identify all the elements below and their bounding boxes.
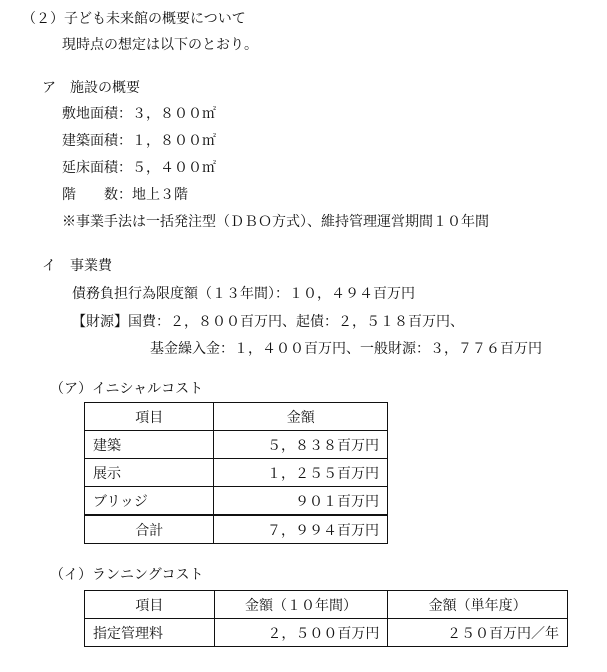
cost-heading: イ 事業費 bbox=[42, 258, 112, 274]
row-item: ブリッジ bbox=[85, 487, 214, 516]
initial-cost-heading: （ア）イニシャルコスト bbox=[50, 381, 204, 397]
floor-count: 階 数：地上３階 bbox=[62, 187, 188, 203]
column-header-item: 項目 bbox=[85, 591, 215, 619]
column-header-amount: 金額 bbox=[214, 403, 388, 431]
row-item: 展示 bbox=[85, 459, 214, 487]
running-cost-table bbox=[84, 590, 568, 647]
column-header-amount-year: 金額（単年度） bbox=[388, 591, 568, 619]
row-amount: ９０１百万円 bbox=[214, 487, 388, 516]
facility-heading: ア 施設の概要 bbox=[42, 80, 140, 96]
funding-line-2: 基金繰入金：１，４００百万円、一般財源：３，７７６百万円 bbox=[150, 341, 542, 357]
row-item: 建築 bbox=[85, 431, 214, 459]
column-header-item: 項目 bbox=[85, 403, 214, 431]
funding-line-1: 【財源】国費：２，８００百万円、起債：２，５１８百万円、 bbox=[72, 314, 464, 330]
debt-limit: 債務負担行為限度額（１３年間）：１０，４９４百万円 bbox=[72, 286, 415, 302]
row-amount: ５，８３８百万円 bbox=[214, 431, 388, 459]
method-note: ※事業手法は一括発注型（ＤＢＯ方式）、維持管理運営期間１０年間 bbox=[62, 214, 489, 230]
table-row bbox=[85, 459, 388, 487]
row-amount: １，２５５百万円 bbox=[214, 459, 388, 487]
row-amount-year: ２５０百万円／年 bbox=[388, 619, 568, 647]
running-cost-heading: （イ）ランニングコスト bbox=[50, 567, 204, 583]
table-row bbox=[85, 431, 388, 459]
total-amount: ７，９９４百万円 bbox=[214, 515, 388, 544]
building-area: 建築面積：１，８００㎡ bbox=[62, 133, 216, 149]
total-row bbox=[85, 515, 388, 544]
row-amount-10y: ２，５００百万円 bbox=[214, 619, 388, 647]
table-header-row bbox=[85, 403, 388, 431]
table-row bbox=[85, 487, 388, 516]
initial-cost-table bbox=[84, 402, 388, 544]
table-row bbox=[85, 619, 568, 647]
section-intro: 現時点の想定は以下のとおり。 bbox=[62, 37, 258, 53]
column-header-amount-10y: 金額（１０年間） bbox=[214, 591, 388, 619]
section-heading: （２）子ども未来館の概要について bbox=[22, 11, 246, 27]
total-label: 合計 bbox=[85, 515, 214, 544]
site-area: 敷地面積：３，８００㎡ bbox=[62, 106, 216, 122]
floor-area: 延床面積：５，４００㎡ bbox=[62, 160, 216, 176]
row-item: 指定管理料 bbox=[85, 619, 215, 647]
table-header-row bbox=[85, 591, 568, 619]
